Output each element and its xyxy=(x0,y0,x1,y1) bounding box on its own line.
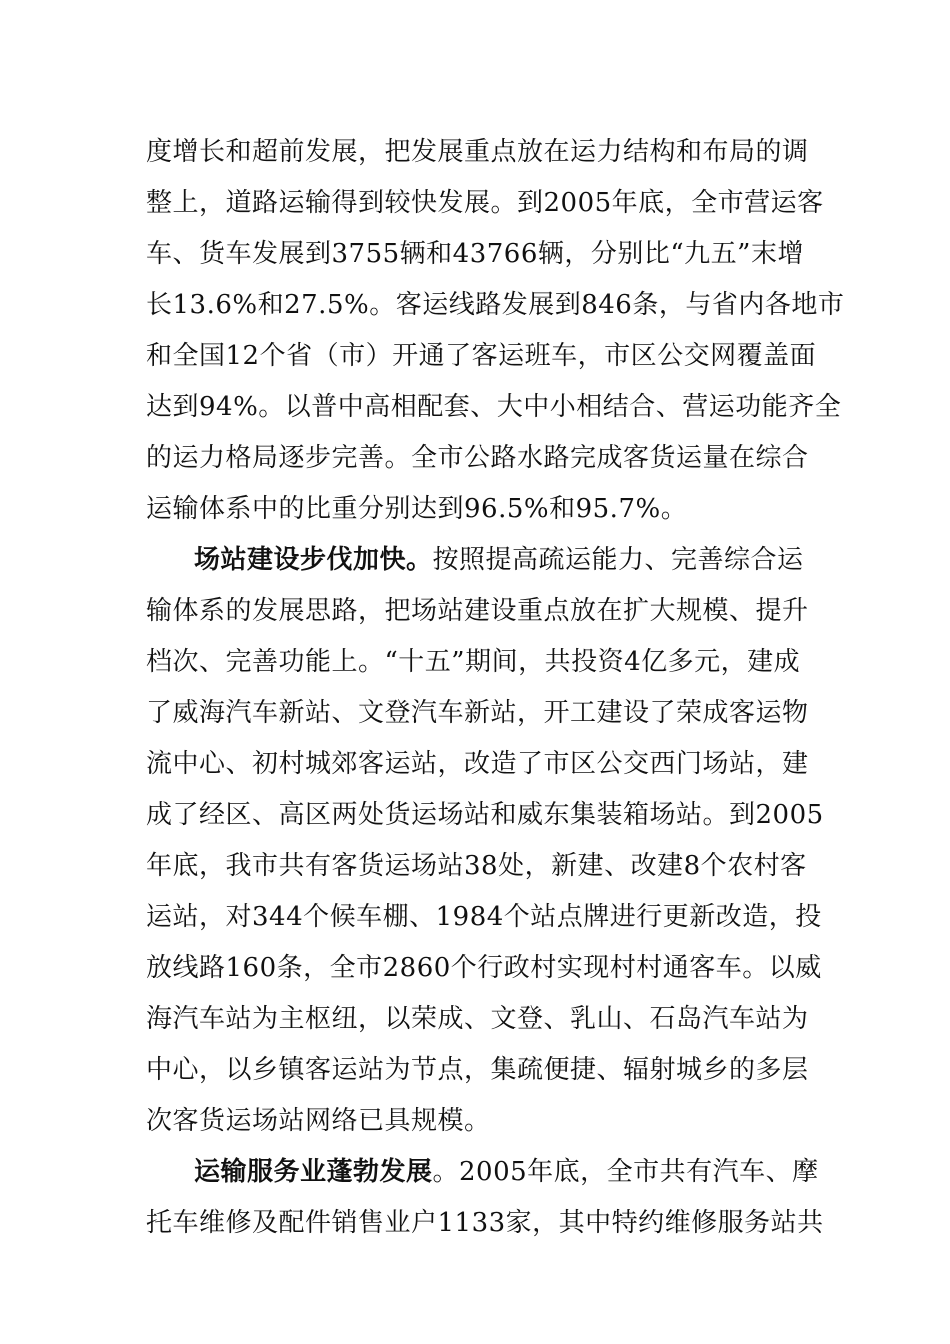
paragraph-start xyxy=(146,540,826,580)
text-line: 次客货运场站网络已具规模。 xyxy=(146,1106,491,1136)
text-run: 按照提高疏运能力、完善综合运 xyxy=(432,545,804,575)
paragraph-start xyxy=(146,1152,826,1192)
text-run: 。2005年底，全市共有汽车、摩 xyxy=(432,1157,819,1187)
text-line: 了威海汽车新站、文登汽车新站，开工建设了荣成客运物 xyxy=(146,698,809,728)
text-line: 运站，对344个候车棚、1984个站点牌进行更新改造，投 xyxy=(146,902,822,932)
text-line: 长13.6%和27.5%。客运线路发展到846条，与省内各地市 xyxy=(146,290,845,320)
text-line: 输体系的发展思路，把场站建设重点放在扩大规模、提升 xyxy=(146,596,809,626)
text-line: 运输体系中的比重分别达到96.5%和95.7%。 xyxy=(146,494,688,524)
text-line: 整上，道路运输得到较快发展。到2005年底，全市营运客 xyxy=(146,188,824,218)
text-line: 车、货车发展到3755辆和43766辆，分别比“九五”末增 xyxy=(146,239,804,269)
paragraph-heading: 运输服务业蓬勃发展 xyxy=(194,1157,433,1187)
text-line: 放线路160条，全市2860个行政村实现村村通客车。以威 xyxy=(146,953,822,983)
text-line: 达到94%。以普中高相配套、大中小相结合、营运功能齐全 xyxy=(146,392,842,422)
text-line: 的运力格局逐步完善。全市公路水路完成客货运量在综合 xyxy=(146,443,809,473)
text-line: 海汽车站为主枢纽，以荣成、文登、乳山、石岛汽车站为 xyxy=(146,1004,809,1034)
text-line: 年底，我市共有客货运场站38处，新建、改建8个农村客 xyxy=(146,851,807,881)
text-line: 中心，以乡镇客运站为节点，集疏便捷、辐射城乡的多层 xyxy=(146,1055,809,1085)
text-line: 托车维修及配件销售业户1133家，其中特约维修服务站共 xyxy=(146,1208,824,1238)
text-line: 和全国12个省（市）开通了客运班车，市区公交网覆盖面 xyxy=(146,341,817,371)
text-line: 度增长和超前发展，把发展重点放在运力结构和布局的调 xyxy=(146,137,809,167)
paragraph-heading: 场站建设步伐加快。 xyxy=(194,545,433,575)
text-line: 档次、完善功能上。“十五”期间，共投资4亿多元，建成 xyxy=(146,647,801,677)
text-line: 成了经区、高区两处货运场站和威东集装箱场站。到2005 xyxy=(146,800,824,830)
text-line: 流中心、初村城郊客运站，改造了市区公交西门场站，建 xyxy=(146,749,809,779)
